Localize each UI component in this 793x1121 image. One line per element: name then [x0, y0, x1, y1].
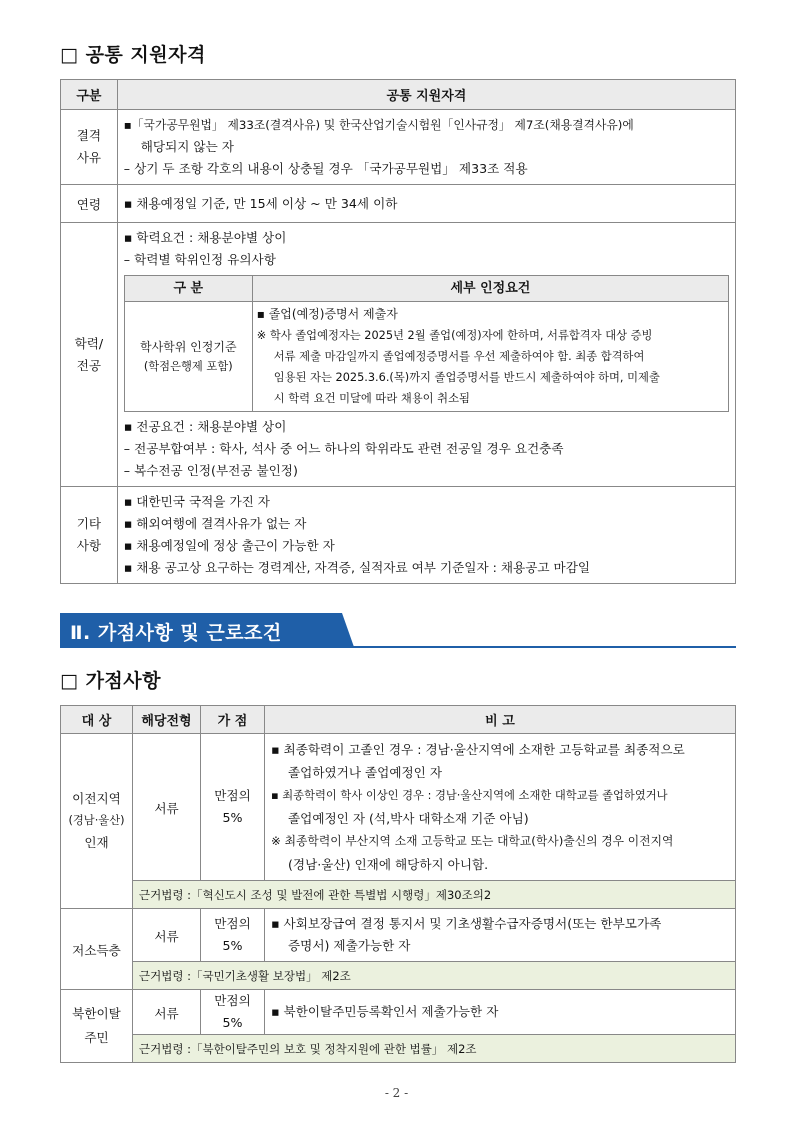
banner-title: Ⅱ. 가점사항 및 근로조건	[70, 622, 282, 644]
col-header-notes: 비 고	[265, 706, 736, 734]
col-header-points: 가 점	[201, 706, 265, 734]
education-content: ▪ 학력요건 : 채용분야별 상이 – 학력별 학위인정 유의사항 구 분 세부 인정요건 학사학위 인정기준 (학점은행제 포함) ▪ 졸업(예정)증명서 제출자 ※ 학사 졸업예정자는 2025년 2월 졸업(예정)자에 한하며, 서류합격자 대상 증빙 서류 제출 마감일까지 졸업예정증명서를 우선 제출하여야 함. 최종 합격하여 임용된 자는 2025.3.6.(목)까지 졸업증명서를 반드시 제출하여야 하며, 미제출 시 학력 요건 미달에 따라 채용이 취소됨 ▪ 전공요건 : 채용분야별 상이 – 전공부합여부 : 학사, 석사 중 어느 하나의 학위라도 관련 전공일 경우 요건충족 – 복수전공 인정(부전공 불인정)	[117, 223, 735, 487]
points-cell: 만점의 5%	[201, 734, 265, 881]
notes-cell: ▪ 최종학력이 고졸인 경우 : 경남·울산지역에 소재한 고등학교를 최종적으로 졸업하였거나 졸업예정인 자 ▪ 최종학력이 학사 이상인 경우 : 경남·울산지역에 소재한 대학교를 졸업하였거나 졸업예정인 자 (석,박사 대학소재 기준 아님) ※ 최종학력이 부산지역 소재 고등학교 또는 대학교(학사)출신의 경우 이전지역 (경남·울산) 인재에 해당하지 아니함.	[265, 734, 736, 881]
col-header-category: 구분	[61, 80, 118, 110]
section-heading-bonus-points: □ 가점사항	[60, 670, 161, 692]
inner-col-header-category: 구 분	[124, 276, 252, 302]
points-cell: 만점의 5%	[201, 990, 265, 1035]
section-heading-common-qualifications: □ 공통 지원자격	[60, 44, 206, 66]
target-low-income: 저소득층	[61, 909, 133, 990]
target-relocated-region: 이전지역 (경남·울산) 인재	[61, 734, 133, 909]
legal-basis: 근거법령 :「국민기초생활 보장법」 제2조	[133, 962, 736, 990]
common-qualifications-table	[60, 79, 736, 584]
notes-cell: ▪ 사회보장급여 결정 통지서 및 기초생활수급자증명서(또는 한부모가족 증명서) 제출가능한 자	[265, 909, 736, 962]
degree-recognition-table	[124, 275, 729, 412]
bonus-points-table	[60, 705, 736, 1063]
row-label-age: 연령	[61, 185, 118, 223]
age-content: ▪ 채용예정일 기준, 만 15세 이상 ~ 만 34세 이하	[117, 185, 735, 223]
row-label-disqualification: 결격 사유	[61, 110, 118, 185]
inner-detail: ▪ 졸업(예정)증명서 제출자 ※ 학사 졸업예정자는 2025년 2월 졸업(예정)자에 한하며, 서류합격자 대상 증빙 서류 제출 마감일까지 졸업예정증명서를 우선 제출하여야 함. 최종 합격하여 임용된 자는 2025.3.6.(목)까지 졸업증명서를 반드시 제출하여야 하며, 미제출 시 학력 요건 미달에 따라 채용이 취소됨	[252, 302, 728, 412]
target-north-korean-defector: 북한이탈 주민	[61, 990, 133, 1063]
points-cell: 만점의 5%	[201, 909, 265, 962]
section-banner	[60, 613, 736, 649]
col-header-qualifications: 공통 지원자격	[117, 80, 735, 110]
disqualification-content: ▪「국가공무원법」 제33조(결격사유) 및 한국산업기술시험원「인사규정」 제7조(채용결격사유)에 해당되지 않는 자 – 상기 두 조항 각호의 내용이 상충될 경우 「국가공무원법」 제33조 적용	[117, 110, 735, 185]
type-cell: 서류	[133, 909, 201, 962]
type-cell: 서류	[133, 734, 201, 881]
other-content: ▪ 대한민국 국적을 가진 자 ▪ 해외여행에 결격사유가 없는 자 ▪ 채용예정일에 정상 출근이 가능한 자 ▪ 채용 공고상 요구하는 경력계산, 자격증, 실적자료 여부 기준일자 : 채용공고 마감일	[117, 487, 735, 584]
col-header-type: 해당전형	[133, 706, 201, 734]
inner-col-header-detail: 세부 인정요건	[252, 276, 728, 302]
col-header-target: 대 상	[61, 706, 133, 734]
notes-cell: ▪ 북한이탈주민등록확인서 제출가능한 자	[265, 990, 736, 1035]
legal-basis: 근거법령 :「혁신도시 조성 및 발전에 관한 특별법 시행령」제30조의2	[133, 881, 736, 909]
row-label-other: 기타 사항	[61, 487, 118, 584]
type-cell: 서류	[133, 990, 201, 1035]
inner-row-label: 학사학위 인정기준 (학점은행제 포함)	[124, 302, 252, 412]
page-number: - 2 -	[384, 1086, 409, 1100]
row-label-education: 학력/ 전공	[61, 223, 118, 487]
legal-basis: 근거법령 :「북한이탈주민의 보호 및 정착지원에 관한 법률」 제2조	[133, 1035, 736, 1063]
